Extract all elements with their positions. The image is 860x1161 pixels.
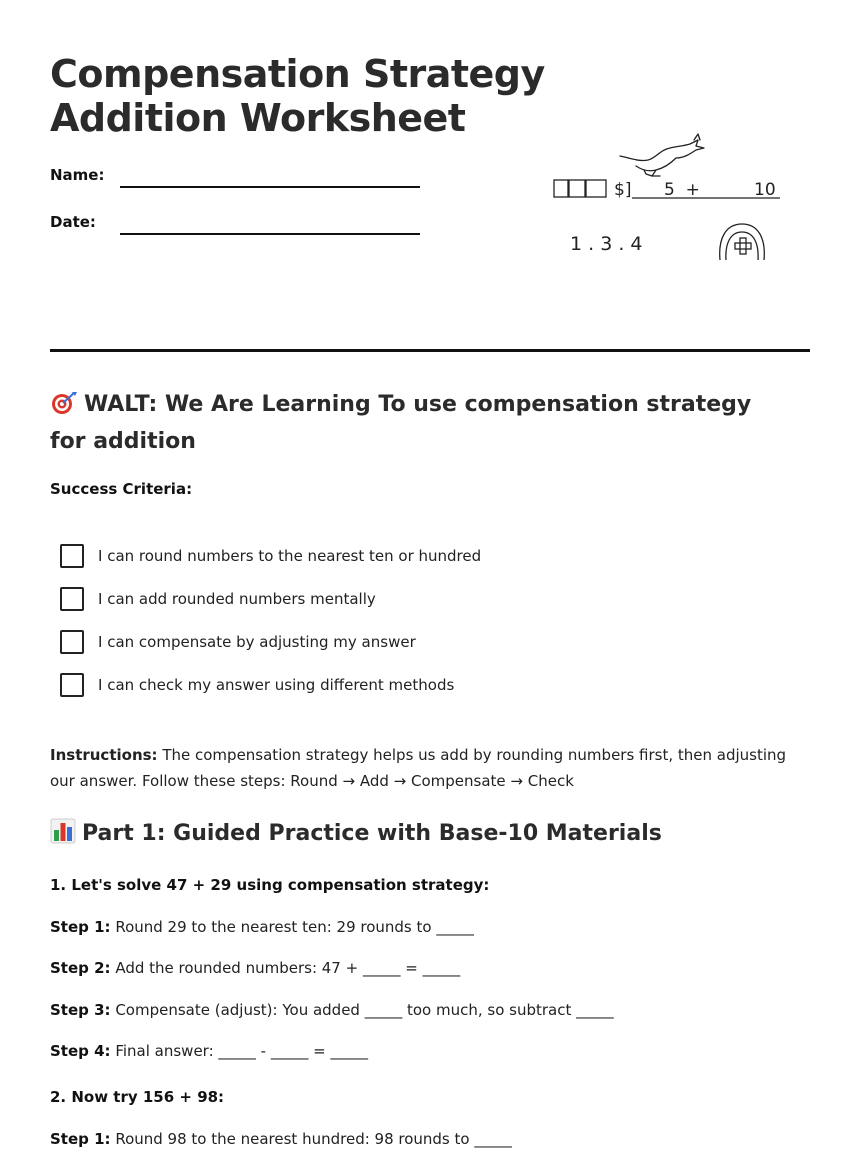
q1-step-4 <box>50 1040 368 1062</box>
section-divider <box>50 349 810 352</box>
q1-step-1 <box>50 916 474 938</box>
step-label: Step 2: <box>50 959 111 977</box>
answer-box <box>569 180 585 197</box>
handwritten-doodle <box>548 128 788 268</box>
name-field[interactable] <box>120 186 420 188</box>
target-dart-icon <box>50 391 78 415</box>
question-1 <box>50 874 489 896</box>
q1-step-3 <box>50 999 614 1021</box>
walt-text: WALT: We Are Learning To use compensation strategy for addition <box>50 392 752 454</box>
step-text: Add the rounded numbers: 47 + _____ = _____ <box>115 959 461 977</box>
step-text: Round 98 to the nearest hundred: 98 rounds to _____ <box>115 1130 512 1148</box>
question-2 <box>50 1086 224 1108</box>
walt-heading <box>50 386 770 460</box>
list-item <box>60 630 481 673</box>
criteria-text: I can round numbers to the nearest ten or hundred <box>98 547 482 565</box>
date-field[interactable] <box>120 233 420 235</box>
success-criteria-label: Success Criteria: <box>50 480 193 498</box>
criteria-checkbox[interactable] <box>60 544 84 568</box>
q2-step-1 <box>50 1128 512 1150</box>
bar-chart-icon <box>50 818 76 844</box>
criteria-text: I can compensate by adjusting my answer <box>98 633 416 651</box>
page-title <box>50 52 545 140</box>
title-line-1: Compensation Strategy <box>50 52 545 96</box>
step-text: Final answer: _____ - _____ = _____ <box>115 1042 368 1060</box>
instructions-label: Instructions: <box>50 746 158 764</box>
success-criteria-list <box>60 544 481 716</box>
criteria-text: I can check my answer using different methods <box>98 676 455 694</box>
part1-heading <box>50 816 662 852</box>
criteria-text: I can add rounded numbers mentally <box>98 590 376 608</box>
list-item <box>60 673 481 716</box>
part1-title: Part 1: Guided Practice with Base-10 Materials <box>82 821 662 846</box>
instructions-paragraph <box>50 742 790 794</box>
arch-plus-icon <box>720 224 765 260</box>
equation-mid: 5 + <box>664 180 700 200</box>
question-1-text: 1. Let's solve 47 + 29 using compensation strategy: <box>50 876 490 894</box>
doodle-digits: 1 . 3 . 4 <box>570 233 643 255</box>
instructions-text: The compensation strategy helps us add by rounding numbers first, then adjusting our answer. Follow these steps: Round → Add → Compensate → Check <box>50 746 787 790</box>
equation-left: $] <box>614 180 632 200</box>
step-label: Step 1: <box>50 1130 111 1148</box>
step-label: Step 1: <box>50 918 111 936</box>
step-text: Round 29 to the nearest ten: 29 rounds to _____ <box>115 918 474 936</box>
date-label: Date: <box>50 213 96 231</box>
criteria-checkbox[interactable] <box>60 587 84 611</box>
step-label: Step 3: <box>50 1001 111 1019</box>
answer-box <box>554 180 568 197</box>
equation-right: 10 <box>754 180 776 200</box>
list-item <box>60 544 481 587</box>
criteria-checkbox[interactable] <box>60 673 84 697</box>
criteria-checkbox[interactable] <box>60 630 84 654</box>
name-label: Name: <box>50 166 105 184</box>
list-item <box>60 587 481 630</box>
question-2-text: 2. Now try 156 + 98: <box>50 1088 225 1106</box>
step-label: Step 4: <box>50 1042 111 1060</box>
title-line-2: Addition Worksheet <box>50 96 466 140</box>
kangaroo-sketch-icon <box>620 134 704 176</box>
answer-box <box>586 180 606 197</box>
step-text: Compensate (adjust): You added _____ too much, so subtract _____ <box>115 1001 614 1019</box>
q1-step-2 <box>50 957 460 979</box>
